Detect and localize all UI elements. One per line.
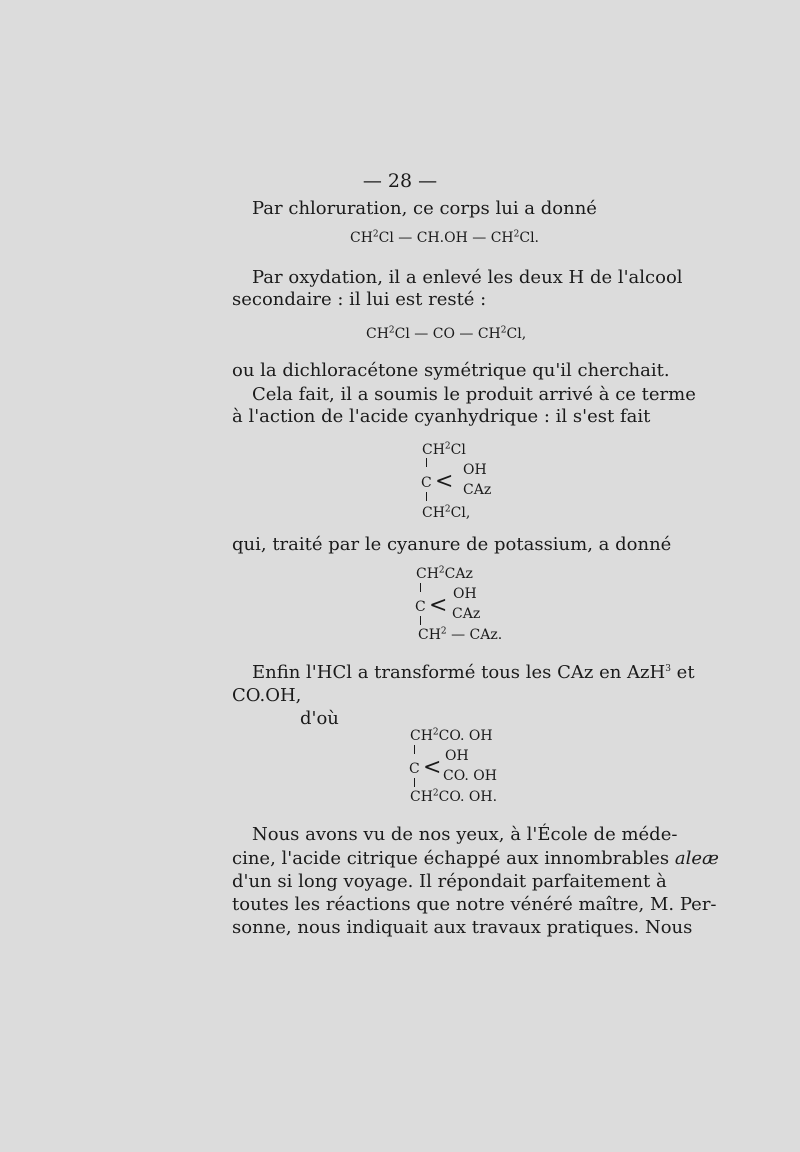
formula-branch-oh: OH [445,748,469,764]
page-number: — 28 — [362,170,438,192]
formula-carbon: C [415,599,426,615]
formula-branch-oh: OH [453,586,477,602]
paragraph-line: d'où [300,708,339,729]
paragraph-line: qui, traité par le cyanure de potassium, a donné [232,534,672,555]
formula-top-group: $CH^2CO$. OH [410,727,493,744]
bond-line [420,616,421,625]
formula-branch-caz: CAz [463,482,492,498]
formula-branch-oh: OH [463,462,487,478]
formula-carbon: C [409,761,420,777]
paragraph-line: cine, l'acide citrique échappé aux innombrables aleæ [232,848,719,869]
paragraph-line: sonne, nous indiquait aux travaux pratiques. Nous [232,917,693,938]
formula-dichloracetone: $CH^2Cl$ — CO — $CH^2Cl$, [366,325,527,342]
paragraph-line: CO.OH, [232,685,302,706]
formula-bottom-group: $CH^2CO$. OH. [410,788,498,805]
formula-carbon: C [421,475,432,491]
branch-symbol: < [435,469,454,494]
branch-symbol: < [423,755,442,780]
bond-line [426,458,427,467]
paragraph-line: Par oxydation, il a enlevé les deux H de l'alcool [252,267,683,288]
bond-line [426,492,427,501]
formula-bottom-group: $CH^2Cl$, [422,504,471,521]
bond-line [414,778,415,787]
formula-top-group: $CH^2Cl$ [422,441,466,458]
paragraph-line: secondaire : il lui est resté : [232,289,487,310]
paragraph-line: Nous avons vu de nos yeux, à l'École de méde- [252,824,678,845]
branch-symbol: < [429,593,448,618]
formula-branch-cooh: CO. OH [443,768,497,784]
paragraph-line: toutes les réactions que notre vénéré maître, M. Per- [232,894,717,915]
formula-chlorhydrin: $CH^2Cl$ — CH.OH — $CH^2Cl$. [350,229,539,246]
formula-branch-caz: CAz [452,606,481,622]
formula-bottom-group: $CH^2$ — CAz. [418,626,503,643]
paragraph-line: ou la dichloracétone symétrique qu'il cherchait. [232,360,670,381]
paragraph-line: Cela fait, il a soumis le produit arrivé à ce terme [252,384,696,405]
formula-top-group: $CH^2CAz$ [416,565,473,582]
paragraph-line: Par chloruration, ce corps lui a donné [252,198,597,219]
paragraph-line: à l'action de l'acide cyanhydrique : il s'est fait [232,406,651,427]
bond-line [420,583,421,592]
bond-line [414,745,415,754]
paragraph-line: Enfin l'HCl a transformé tous les CAz en AzH$^3$ et [252,662,695,683]
paragraph-line: d'un si long voyage. Il répondait parfaitement à [232,871,667,892]
